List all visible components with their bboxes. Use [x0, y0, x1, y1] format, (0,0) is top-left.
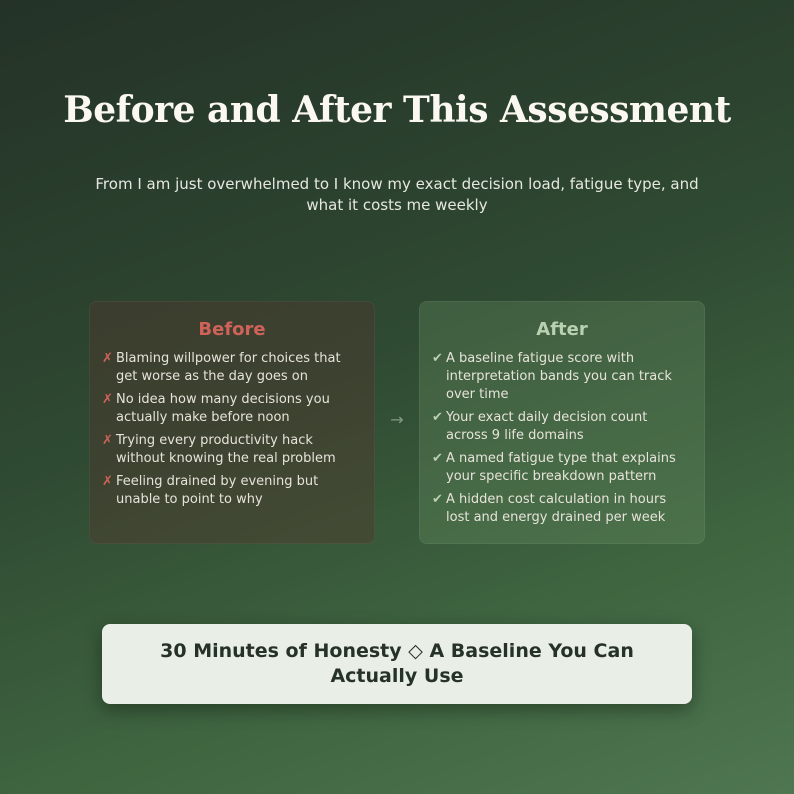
before-item-text: Blaming willpower for choices that get worse as the day goes on [116, 351, 341, 384]
after-list [432, 350, 692, 527]
after-item [432, 450, 692, 486]
check-mark-icon: ✔ [432, 492, 443, 507]
after-item-text: A named fatigue type that explains your specific breakdown pattern [446, 451, 676, 484]
after-item-text: A hidden cost calculation in hours lost and energy drained per week [446, 492, 667, 525]
before-card [89, 301, 375, 544]
after-item [432, 350, 692, 404]
before-item [102, 432, 362, 468]
check-mark-icon: ✔ [432, 351, 443, 366]
after-title: After [536, 319, 588, 340]
after-item-text: A baseline fatigue score with interpretation bands you can track over time [446, 351, 672, 402]
x-mark-icon: ✗ [102, 433, 113, 448]
before-item [102, 473, 362, 509]
check-mark-icon: ✔ [432, 410, 443, 425]
page-subtitle: From I am just overwhelmed to I know my exact decision load, fatigue type, and what it costs me weekly [95, 175, 699, 214]
x-mark-icon: ✗ [102, 474, 113, 489]
x-mark-icon: ✗ [102, 392, 113, 407]
after-item [432, 491, 692, 527]
after-card [419, 301, 705, 544]
page-title: Before and After This Assessment [63, 89, 731, 131]
check-mark-icon: ✔ [432, 451, 443, 466]
after-item-text: Your exact daily decision count across 9 life domains [446, 410, 648, 443]
before-list [102, 350, 362, 509]
before-item-text: No idea how many decisions you actually make before noon [116, 392, 330, 425]
before-item [102, 350, 362, 386]
banner-text: 30 Minutes of Honesty ◇ A Baseline You Can Actually Use [160, 640, 634, 687]
before-item-text: Feeling drained by evening but unable to point to why [116, 474, 319, 507]
arrow-right-icon: → [390, 410, 404, 429]
before-item [102, 391, 362, 427]
cta-banner [102, 624, 692, 704]
x-mark-icon: ✗ [102, 351, 113, 366]
before-title: Before [198, 319, 266, 340]
after-item [432, 409, 692, 445]
before-item-text: Trying every productivity hack without knowing the real problem [116, 433, 336, 466]
